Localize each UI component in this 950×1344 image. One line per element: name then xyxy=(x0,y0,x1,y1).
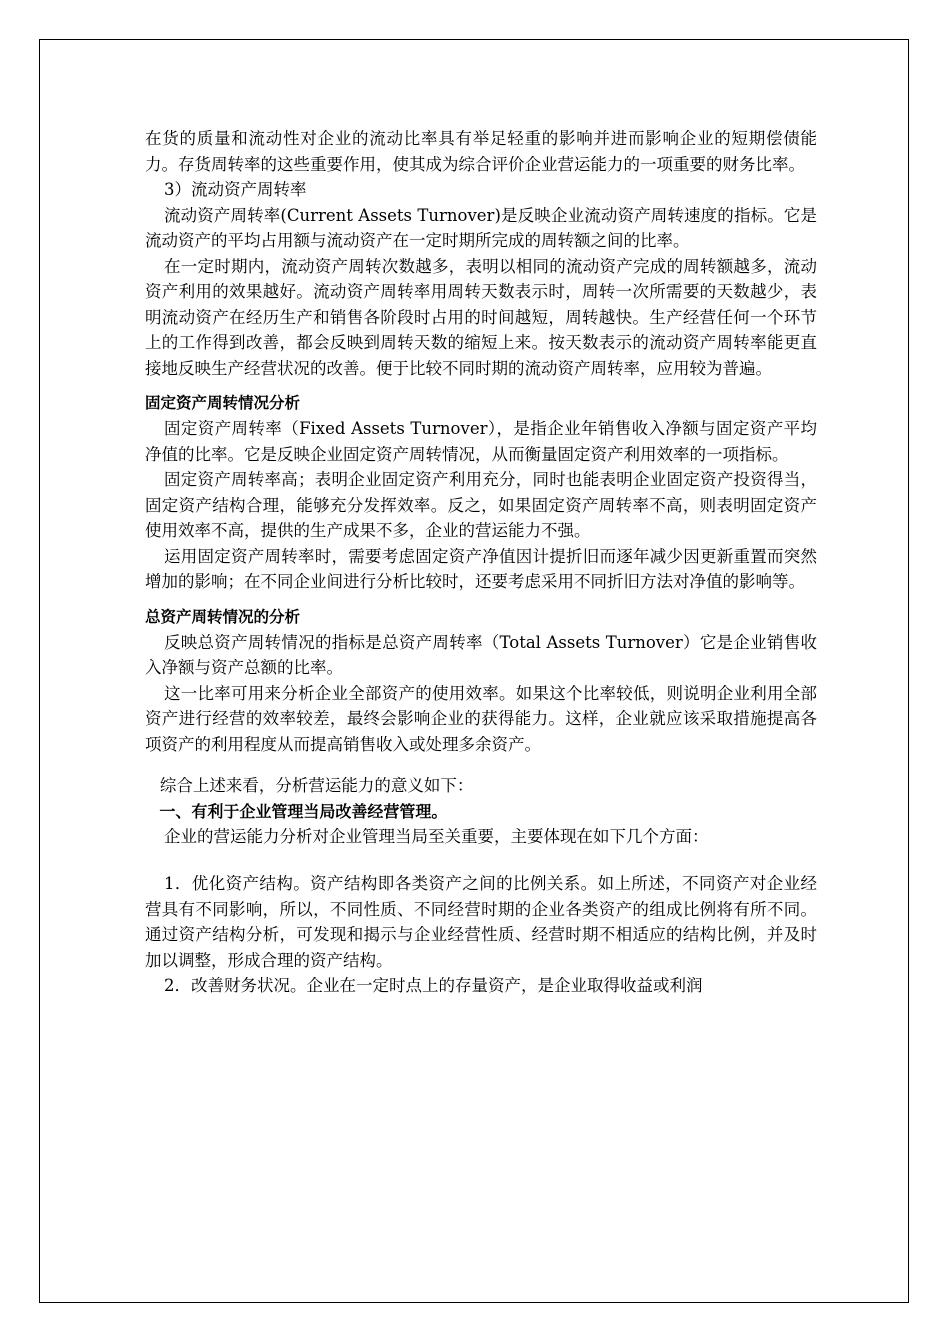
paragraph-total-assets-definition: 反映总资产周转情况的指标是总资产周转率（Total Assets Turnover）它是企业销售收入净额与资产总额的比率。 xyxy=(145,632,817,677)
paragraph-current-assets-analysis: 在一定时期内，流动资产周转次数越多，表明以相同的流动资产完成的周转额越多，流动资产利用的效果越好。流动资产周转率用周转天数表示时，周转一次所需要的天数越少，表明流动资产在经历生产和销售各阶段时占用的时间越短，周转越快。生产经营任何一个环节上的工作得到改善，都会反映到周转天数的缩短上来。按天数表示的流动资产周转率能更直接地反映生产经营状况的改善。便于比较不同时期的流动资产周转率，应用较为普遍。 xyxy=(145,256,817,378)
paragraph-fixed-assets-usage: 运用固定资产周转率时，需要考虑固定资产净值因计提折旧而逐年减少因更新重置而突然增加的影响；在不同企业间进行分析比较时，还要考虑采用不同折旧方法对净值的影响等。 xyxy=(145,546,817,591)
subsection-title-current-assets-turnover: 3）流动资产周转率 xyxy=(163,180,307,199)
paragraph-fixed-assets-definition: 固定资产周转率（Fixed Assets Turnover），是指企业年销售收入净额与固定资产平均净值的比率。它是反映企业固定资产周转情况，从而衡量固定资产利用效率的一项指标。 xyxy=(145,419,817,464)
paragraph-fixed-assets-high: 固定资产周转率高；表明企业固定资产利用充分，同时也能表明企业固定资产投资得当，固定资产结构合理，能够充分发挥效率。反之，如果固定资产周转率不高，则表明固定资产使用效率不高，提供的生产成果不多，企业的营运能力不强。 xyxy=(145,470,817,540)
paragraph-summary-intro: 综合上述来看，分析营运能力的意义如下： xyxy=(159,776,474,795)
section-heading-fixed-assets: 固定资产周转情况分析 xyxy=(145,394,301,412)
section-heading-total-assets: 总资产周转情况的分析 xyxy=(145,607,301,626)
paragraph-management-importance: 企业的营运能力分析对企业管理当局至关重要，主要体现在如下几个方面： xyxy=(163,826,709,846)
heading-improve-management: 一、有利于企业管理当局改善经营管理。 xyxy=(159,801,448,821)
paragraph-total-assets-analysis: 这一比率可用来分析企业全部资产的使用效率。如果这个比率较低，则说明企业利用全部资产进行经营的效率较差，最终会影响企业的获得能力。这样，企业就应该采取措施提高各项资产的利用程度从而提高销售收入或处理多余资产。 xyxy=(145,683,817,754)
paragraph-optimize-asset-structure: 1．优化资产结构。资产结构即各类资产之间的比例关系。如上所述，不同资产对企业经营具有不同影响，所以，不同性质、不同经营时期的企业各类资产的组成比例将有所不同。通过资产结构分析，可发现和揭示与企业经营性质、经营时期不相适应的结构比例，并及时加以调整，形成合理的资产结构。 xyxy=(145,874,817,970)
paragraph-current-assets-definition: 流动资产周转率(Current Assets Turnover)是反映企业流动资产周转速度的指标。它是流动资产的平均占用额与流动资产在一定时期所完成的周转额之间的比率。 xyxy=(145,205,817,250)
paragraph-improve-financial-status: 2．改善财务状况。企业在一定时点上的存量资产，是企业取得收益或利润 xyxy=(163,976,703,995)
paragraph-inventory-conclusion: 在货的质量和流动性对企业的流动比率具有举足轻重的影响并进而影响企业的短期偿债能力。存货周转率的这些重要作用，使其成为综合评价企业营运能力的一项重要的财务比率。 xyxy=(145,129,817,174)
document-body xyxy=(145,126,817,999)
